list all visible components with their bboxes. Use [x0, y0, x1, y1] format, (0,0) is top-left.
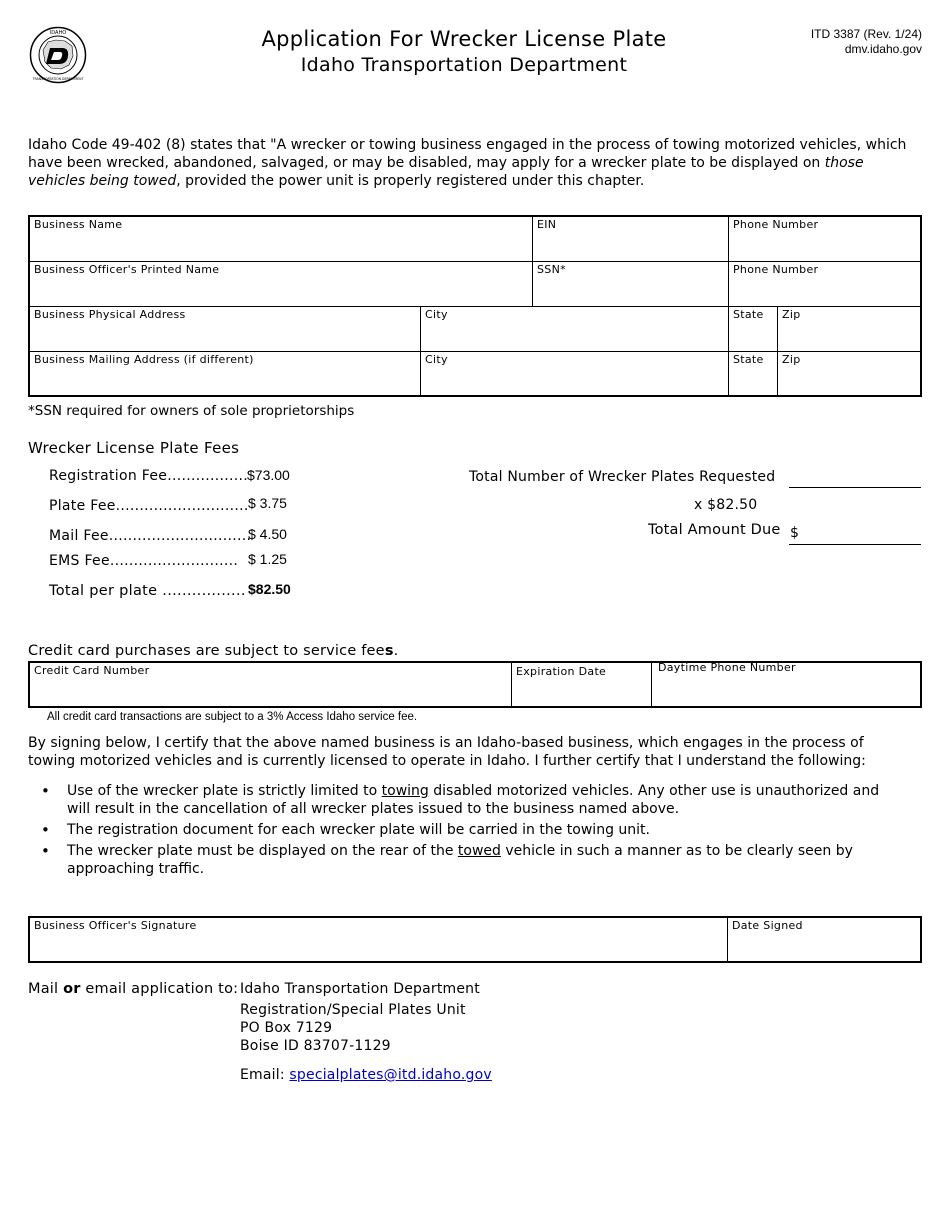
fees-heading: Wrecker License Plate Fees	[28, 439, 240, 457]
date-signed-label: Date Signed	[732, 919, 803, 932]
ssn-field[interactable]	[533, 262, 729, 307]
business-name-label: Business Name	[34, 218, 123, 231]
mail-fee-label: Mail Fee..............................	[49, 528, 252, 544]
registration-fee-value: $73.00	[247, 467, 290, 483]
credit-card-table	[28, 661, 922, 708]
bullet1-text-1: Use of the wrecker plate is strictly limited to	[67, 783, 382, 799]
phone-number-field-2[interactable]	[729, 262, 920, 307]
form-subtitle: Idaho Transportation Department	[300, 54, 628, 76]
mail-fee-value: $ 4.50	[248, 526, 287, 542]
bullet3-text-2: vehicle in such a manner as to be clearly seen by approaching traffic.	[67, 843, 853, 877]
daytime-phone-field[interactable]	[652, 663, 920, 706]
mail-address-line-2: Registration/Special Plates Unit	[240, 1002, 466, 1018]
business-name-field[interactable]	[30, 217, 533, 262]
officer-signature-field[interactable]	[30, 918, 728, 961]
intro-text-1: Idaho Code 49-402 (8) states that "A wrecker or towing business engaged in the process of towing motorized vehicles, which have been wrecked, abandoned, salvaged, or may be disabled, may apply for a wrecker plate to be displayed on	[28, 137, 907, 171]
mailing-address-label: Business Mailing Address (if different)	[34, 353, 254, 366]
ssn-note: *SSN required for owners of sole proprietorships	[28, 403, 355, 419]
form-number-block	[811, 27, 922, 57]
city-field-1[interactable]	[421, 307, 729, 352]
email-line	[240, 1066, 492, 1084]
officer-printed-name-field[interactable]	[30, 262, 533, 307]
credit-card-number-field[interactable]	[30, 663, 512, 706]
physical-address-field[interactable]	[30, 307, 421, 352]
form-title: Application For Wrecker License Plate	[261, 27, 667, 51]
total-per-plate-label: Total per plate .................	[49, 583, 246, 599]
mail-to-text-2: email application to:	[80, 981, 239, 997]
daytime-phone-label: Daytime Phone Number	[658, 661, 796, 674]
total-due-input[interactable]	[789, 522, 921, 545]
credit-card-number-label: Credit Card Number	[34, 664, 150, 677]
bullet1-text-2: disabled motorized vehicles. Any other use is unauthorized and will result in the cancellation of all wrecker plates issued to the business named above.	[67, 783, 880, 817]
certification-text: By signing below, I certify that the above named business is an Idaho-based business, which engages in the process of towing motorized vehicles and is currently licensed to operate in Idaho. I further certify that I understand the following:	[28, 735, 866, 769]
certification-item-3	[28, 842, 898, 878]
mail-to-label	[28, 980, 238, 998]
zip-field-1[interactable]	[778, 307, 920, 352]
credit-card-heading-end: .	[393, 643, 399, 659]
bullet3-underline: towed	[457, 843, 501, 859]
zip-field-2[interactable]	[778, 352, 920, 395]
total-per-plate-value: $82.50	[248, 581, 291, 597]
expiration-date-field[interactable]	[512, 663, 652, 706]
plate-fee-value: $ 3.75	[248, 495, 287, 511]
bullet1-underline: towing	[381, 783, 429, 799]
ein-field[interactable]	[533, 217, 729, 262]
date-signed-field[interactable]	[728, 918, 920, 961]
plate-fee-label: Plate Fee............................	[49, 498, 249, 514]
zip-label-2: Zip	[782, 353, 801, 366]
ssn-label: SSN*	[537, 263, 566, 276]
mail-address-line-3: PO Box 7129	[240, 1020, 333, 1036]
state-label-1: State	[733, 308, 764, 321]
certification-list	[28, 782, 898, 881]
mailing-address-field[interactable]	[30, 352, 421, 395]
logo-top-text: IDAHO	[49, 30, 67, 36]
email-link[interactable]: specialplates@itd.idaho.gov	[289, 1067, 492, 1083]
signature-table	[28, 916, 922, 963]
intro-text-2: , provided the power unit is properly registered under this chapter.	[176, 173, 645, 189]
email-label: Email:	[240, 1067, 290, 1083]
officer-printed-name-label: Business Officer's Printed Name	[34, 263, 220, 276]
credit-card-heading-bold: s	[384, 643, 394, 659]
zip-label-1: Zip	[782, 308, 801, 321]
credit-card-fee-note: All credit card transactions are subject to a 3% Access Idaho service fee.	[47, 711, 418, 723]
certification-item-2: • The registration document for each wrecker plate will be carried in the towing unit.	[28, 821, 898, 839]
mail-to-text-1: Mail	[28, 981, 64, 997]
form-number: ITD 3387 (Rev. 1/24)	[810, 27, 922, 41]
phone-number-field-1[interactable]	[729, 217, 920, 262]
state-field-1[interactable]	[729, 307, 778, 352]
ein-label: EIN	[537, 218, 557, 231]
multiplier-text: x $82.50	[694, 497, 758, 513]
state-label-2: State	[733, 353, 764, 366]
total-plates-label: Total Number of Wrecker Plates Requested	[469, 469, 776, 485]
physical-address-label: Business Physical Address	[34, 308, 186, 321]
mail-address-line-1: Idaho Transportation Department	[240, 981, 480, 997]
intro-italic: those vehicles being towed	[28, 155, 864, 189]
city-label-1: City	[425, 308, 448, 321]
total-plates-input[interactable]	[789, 469, 921, 488]
total-due-currency: $	[790, 525, 799, 541]
website: dmv.idaho.gov	[844, 42, 922, 56]
mail-to-bold: or	[63, 981, 81, 997]
phone-number-label-2: Phone Number	[733, 263, 819, 276]
ems-fee-label: EMS Fee...........................	[49, 553, 239, 569]
ems-fee-value: $ 1.25	[248, 551, 287, 567]
registration-fee-label: Registration Fee.................	[49, 468, 248, 484]
officer-signature-label: Business Officer's Signature	[34, 919, 197, 932]
bullet3-text-1: The wrecker plate must be displayed on the rear of the	[67, 843, 458, 859]
state-field-2[interactable]	[729, 352, 778, 395]
business-info-table	[28, 215, 922, 397]
logo-bottom-text: TRANSPORTATION DEPARTMENT	[32, 77, 84, 81]
mail-address-line-4: Boise ID 83707-1129	[240, 1038, 391, 1054]
certification-item-1	[28, 782, 898, 818]
city-field-2[interactable]	[421, 352, 729, 395]
credit-card-heading	[28, 643, 398, 659]
credit-card-heading-text: Credit card purchases are subject to service fee	[28, 643, 385, 659]
expiration-date-label: Expiration Date	[516, 665, 607, 678]
total-due-label: Total Amount Due	[648, 522, 781, 538]
intro-paragraph	[28, 136, 908, 190]
phone-number-label-1: Phone Number	[733, 218, 819, 231]
city-label-2: City	[425, 353, 448, 366]
